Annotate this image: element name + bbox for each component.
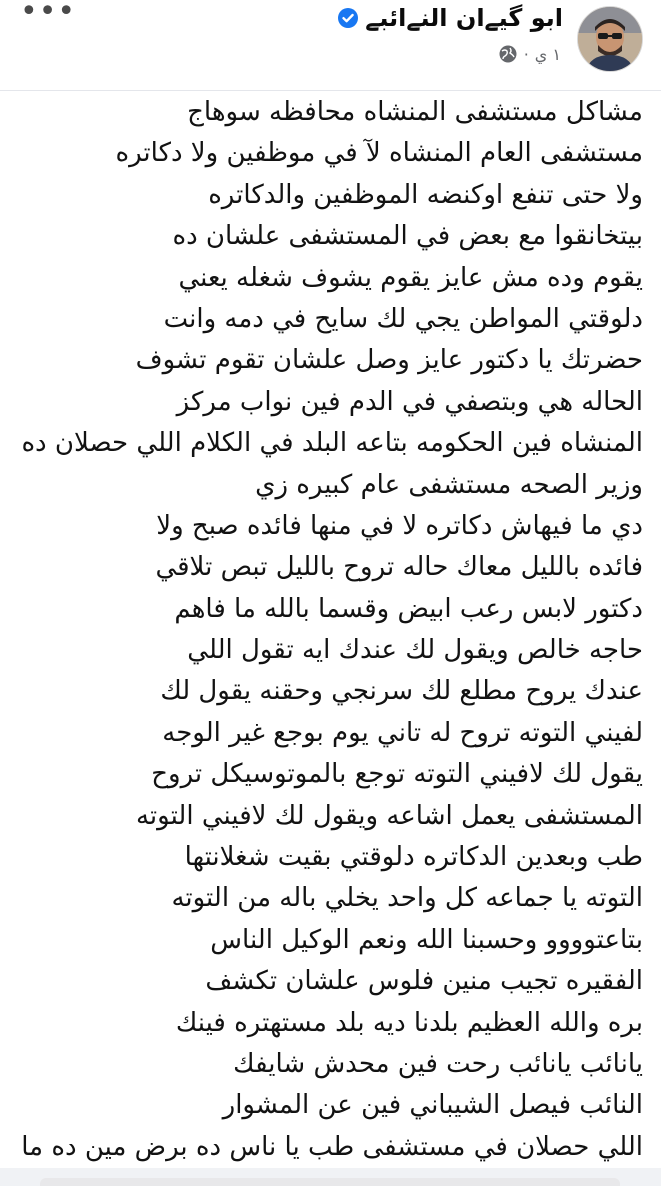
author-name[interactable]: ابو گيےان النےائبے: [365, 4, 563, 32]
meta-separator: ·: [523, 44, 529, 64]
post-line: يقول لك لافيني التوته توجع بالموتوسيكل تروح: [151, 759, 643, 790]
post-text: [10, 92, 643, 1168]
post-line: بيتخانقوا مع بعض في المستشفى علشان ده: [172, 221, 643, 252]
post-line: فائده بالليل معاك حاله تروح بالليل تبص تلاقي: [155, 552, 643, 583]
post-line: الحاله هي وبتصفي في الدم فين نواب مركز: [176, 386, 643, 417]
post-line: دكتور لابس رعب ابيض وقسما بالله ما فاهم: [174, 593, 643, 624]
post-timestamp[interactable]: ١ ي: [534, 44, 561, 64]
post-line: النائب فيصل الشيباني فين عن المشوار: [222, 1090, 643, 1121]
post-header: [0, 0, 661, 84]
post-line: وزير الصحه مستشفى عام كبيره زي: [255, 469, 643, 500]
post-line: بتاعتوووو وحسبنا الله ونعم الوكيل الناس: [210, 924, 643, 955]
post-meta: [498, 44, 561, 64]
post-line: التوته يا جماعه كل واحد يخلي باله من التوته: [171, 883, 643, 914]
post-line: الفقيره تجيب منين فلوس علشان تكشف: [205, 966, 643, 997]
post-line: يانائب يانائب رحت فين محدش شايفك: [233, 1048, 643, 1079]
verified-badge-icon: [337, 7, 359, 29]
post-line: لفيني التوته تروح له تاني يوم بوجع غير الوجه: [162, 717, 643, 748]
post-line: بره والله العظيم بلدنا ديه بلد مستهتره فينك: [175, 1007, 643, 1038]
post-line: عندك يروح مطلع لك سرنجي وحقنه يقول لك: [160, 676, 643, 707]
author-line: [337, 4, 563, 32]
post-line: المستشفى يعمل اشاعه ويقول لك لافيني التوته: [135, 800, 643, 831]
post-line: دي ما فيهاش دكاتره لا في منها فائده صبح ولا: [156, 510, 643, 541]
post-line: المنشاه فين الحكومه بتاعه البلد في الكلام اللي حصلان ده: [21, 428, 643, 459]
post-line: يقوم وده مش عايز يقوم يشوف شغله يعني: [178, 262, 643, 293]
post-line: مشاكل مستشفى المنشاه محافظه سوهاج: [187, 97, 643, 127]
comment-bar-edge[interactable]: [40, 1178, 620, 1186]
author-avatar[interactable]: [577, 6, 643, 72]
post-line: طب وبعدين الدكاتره دلوقتي بقيت شغلانتها: [184, 842, 643, 873]
header-divider: [0, 90, 661, 91]
post-line: حاجه خالص ويقول لك عندك ايه تقول اللي: [187, 635, 643, 666]
more-dots-icon[interactable]: •••: [20, 0, 77, 29]
post-line: حضرتك يا دكتور عايز وصل علشان تقوم تشوف: [135, 345, 643, 376]
post-line: مستشفى العام المنشاه لآ في موظفين ولا دكاتره: [115, 138, 643, 169]
post-line: ولا حتى تنفع اوكنضه الموظفين والدكاتره: [208, 179, 643, 210]
post-line: دلوقتي المواطن يجي لك سايح في دمه وانت: [163, 303, 643, 334]
avatar-photo: [578, 7, 642, 71]
post-line: اللي حصلان في مستشفى طب يا ناس ده برض مين ده ما: [21, 1131, 643, 1162]
globe-icon[interactable]: [498, 44, 518, 64]
